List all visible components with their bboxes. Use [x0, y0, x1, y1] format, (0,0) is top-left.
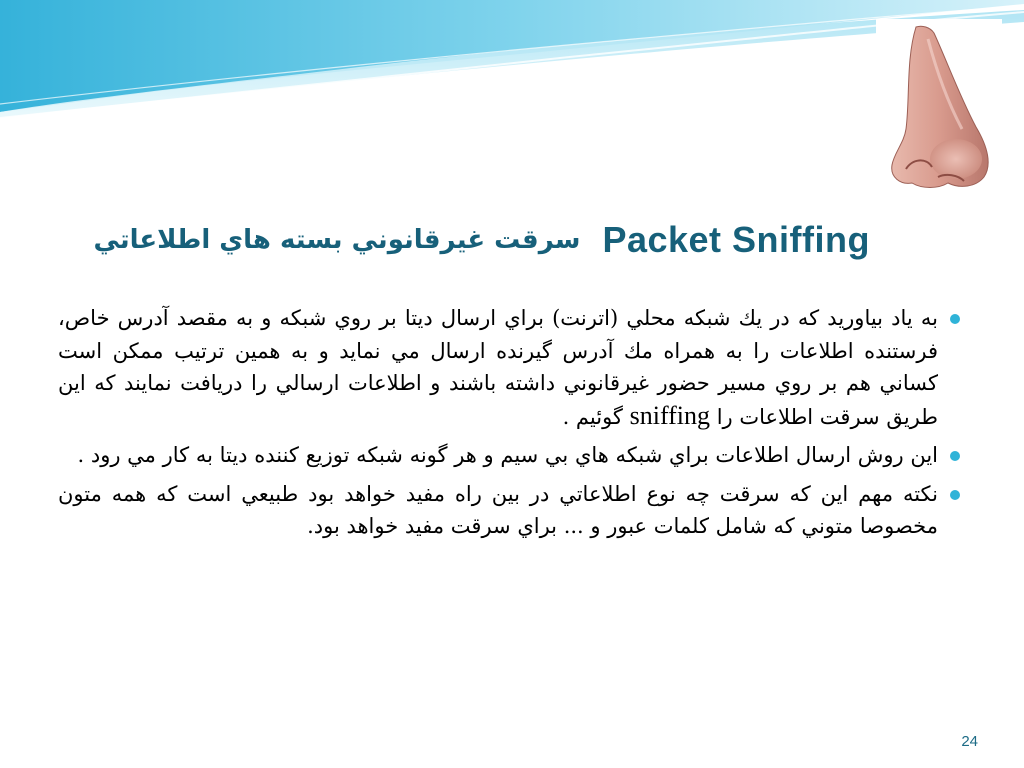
title-english: Packet Sniffing — [602, 219, 870, 260]
bullet-item-1 — [58, 302, 962, 433]
bullet-3-text: نكته مهم اين كه سرقت چه نوع اطلاعاتي در بين راه مفيد خواهد بود طبيعي است كه همه متون مخصوصا متوني كه شامل كلمات عبور و ... براي سرقت مفيد خواهد بود. — [58, 481, 938, 538]
bullet-dot-icon — [950, 490, 960, 500]
bullet-list — [58, 302, 962, 549]
bullet-dot-icon — [950, 451, 960, 461]
bullet-1-term: sniffing — [629, 400, 711, 430]
bullet-1-text-end: گوئيم . — [562, 404, 630, 429]
bullet-dot-icon — [950, 314, 960, 324]
slide-title — [40, 214, 870, 266]
page-number: 24 — [961, 733, 978, 750]
bullet-item-2 — [58, 439, 962, 472]
nose-image — [876, 19, 1002, 193]
header-wave-decoration — [0, 0, 1024, 130]
bullet-1-text: به ياد بياوريد كه در يك شبكه محلي (اترنت) براي ارسال ديتا بر روي شبكه و به مقصد آدرس خاص، فرستنده اطلاعات را به همراه مك آدرس گيرنده ارسال مي نمايد و به همين ترتيب ممكن است كساني هم بر روي مسير حضور غيرقانوني داشته باشند و اطلاعات ارسالي را دريافت نمايند كه اين طريق سرقت اطلاعات را — [58, 306, 938, 429]
bullet-item-3 — [58, 478, 962, 543]
bullet-2-text: اين روش ارسال اطلاعات براي شبكه هاي بي سيم و هر گونه شبكه توزيع كننده ديتا به كار مي رود . — [77, 443, 938, 467]
title-persian: سرقت غيرقانوني بسته هاي اطلاعاتي — [93, 225, 581, 255]
